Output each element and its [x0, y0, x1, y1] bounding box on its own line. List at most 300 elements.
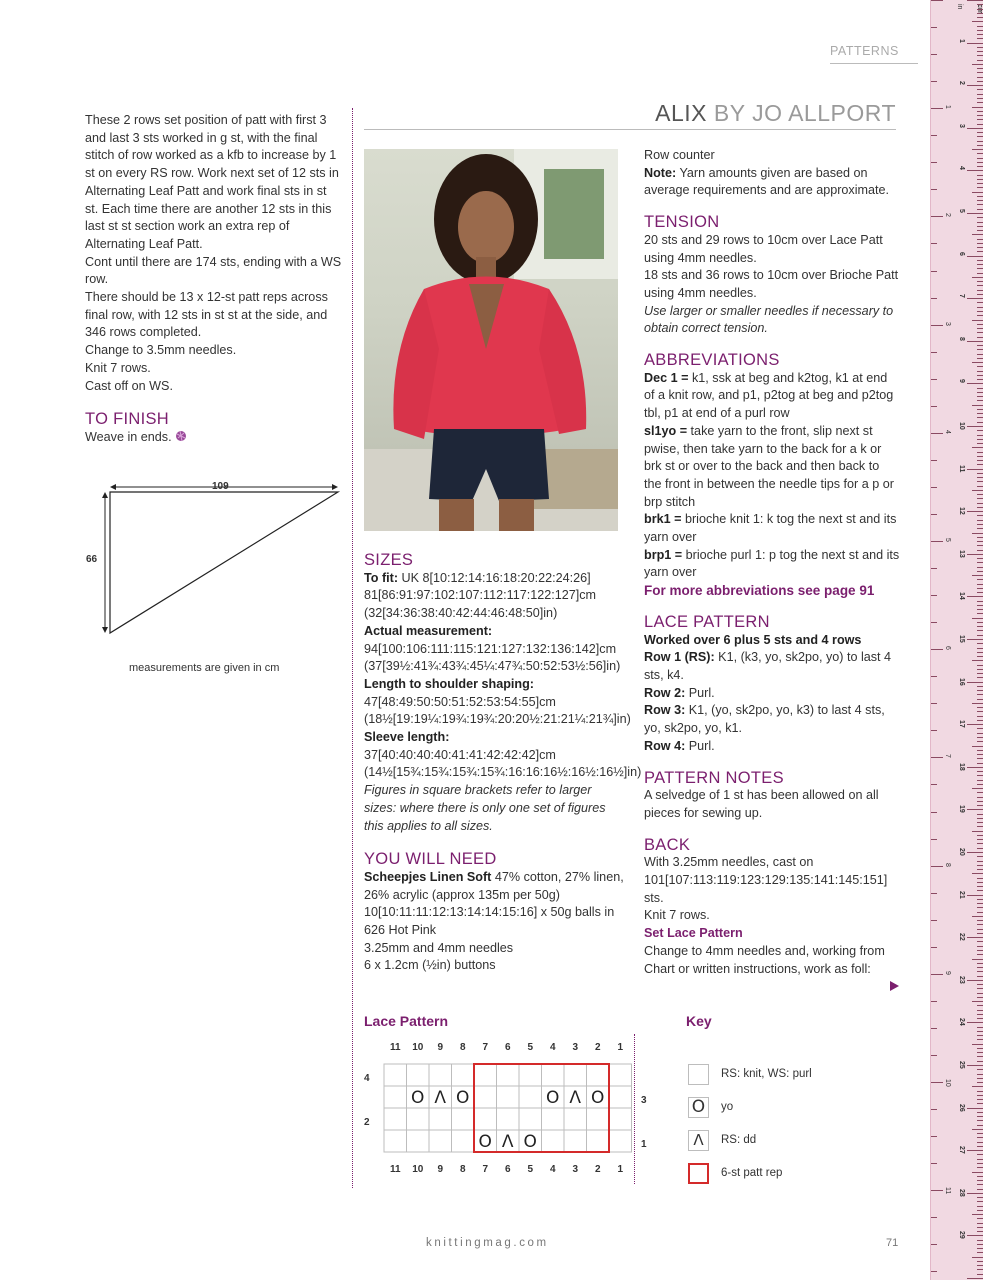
- chart-cell: [474, 1108, 497, 1130]
- ruler-tick: [977, 878, 983, 879]
- ruler-tick: [967, 852, 983, 853]
- ruler-tick: [977, 648, 983, 649]
- page-title: [364, 100, 896, 130]
- ruler-tick: [977, 119, 983, 120]
- ruler-tick: [977, 1027, 983, 1028]
- ruler-tick: [977, 430, 983, 431]
- ruler-tick: [977, 690, 983, 691]
- ruler-inch-tick: [931, 1244, 937, 1245]
- ruler-tick: [977, 464, 983, 465]
- ruler-tick: [977, 1201, 983, 1202]
- balls: 10[10:11:11:12:13:14:14:15:16] x 50g balls in 626 Hot Pink: [364, 905, 615, 938]
- ruler-tick: [977, 1269, 983, 1270]
- ruler-tick: [977, 890, 983, 891]
- ruler-tick: [967, 43, 983, 44]
- ruler-tick: [977, 498, 983, 499]
- sizes-heading: SIZES: [364, 551, 414, 569]
- ruler-tick: [977, 13, 983, 14]
- yo-icon: O: [688, 1097, 709, 1118]
- ruler-tick: [977, 1039, 983, 1040]
- ruler-inch-number: 8: [944, 862, 951, 867]
- chart-cell: [429, 1108, 452, 1130]
- chart-cell: [609, 1064, 632, 1086]
- tension-1: 20 sts and 29 rows to 10cm over Lace Patt using 4mm needles.: [644, 232, 883, 265]
- ruler-tick: [977, 754, 983, 755]
- ruler-tick: [977, 60, 983, 61]
- ruler-inch-tick: [931, 135, 937, 136]
- ruler-tick: [972, 831, 983, 832]
- chart-row-label: 2: [364, 1117, 370, 1128]
- ruler-tick: [977, 183, 983, 184]
- ruler-tick: [972, 916, 983, 917]
- ruler-tick: [977, 903, 983, 904]
- knit-square-icon: [688, 1064, 709, 1085]
- chart-column-number: 8: [459, 1042, 466, 1053]
- ruler-tick: [977, 520, 983, 521]
- ruler-tick: [977, 635, 983, 636]
- chart-cell: [564, 1130, 587, 1152]
- ruler-tick: [977, 375, 983, 376]
- ruler-inch-tick: [931, 243, 937, 244]
- ruler-inch-tick: [931, 812, 937, 813]
- ruler-tick: [977, 558, 983, 559]
- lace-pattern-heading: LACE PATTERN: [644, 612, 770, 631]
- ruler-inch-tick: [931, 1109, 937, 1110]
- ruler-tick: [967, 724, 983, 725]
- chart-cell: [452, 1064, 475, 1086]
- ruler-tick: [977, 94, 983, 95]
- ruler-tick: [977, 158, 983, 159]
- diagram-caption: measurements are given in cm: [129, 662, 280, 674]
- sizes-note: Figures in square brackets refer to larger sizes: where there is only one set of figures this applies to all sizes.: [364, 783, 606, 833]
- ruler-tick: [977, 422, 983, 423]
- ruler-tick: [977, 1061, 983, 1062]
- back-1: With 3.25mm needles, cast on 101[107:113:119:123:129:135:141:145:151] sts.: [644, 855, 888, 905]
- yarn-ball-icon: [175, 430, 187, 442]
- ruler-tick: [977, 290, 983, 291]
- ruler-inch-tick: [931, 568, 937, 569]
- ruler-tick: [977, 1240, 983, 1241]
- ruler-tick: [977, 711, 983, 712]
- ruler-inch-tick: [931, 1028, 937, 1029]
- ruler-tick: [977, 954, 983, 955]
- ruler-inch-tick: [931, 1136, 937, 1137]
- ruler-tick: [977, 1244, 983, 1245]
- ruler-tick: [977, 332, 983, 333]
- ruler-tick: [977, 30, 983, 31]
- ruler-tick: [977, 98, 983, 99]
- ruler-tick: [977, 217, 983, 218]
- lace-worked: Worked over 6 plus 5 sts and 4 rows: [644, 632, 862, 647]
- ruler-tick: [967, 0, 983, 1]
- sleeve-label: Sleeve length:: [364, 730, 450, 745]
- ruler-inch-tick: [931, 433, 943, 434]
- ruler-tick: [977, 1116, 983, 1117]
- chart-row-label: 3: [641, 1095, 647, 1106]
- ruler-tick: [977, 1099, 983, 1100]
- key-item: Λ RS: dd: [688, 1128, 908, 1152]
- ruler-cm-number: 27: [958, 1146, 965, 1154]
- ruler-tick: [977, 869, 983, 870]
- key-item: RS: knit, WS: purl: [688, 1062, 908, 1086]
- ruler-inch-tick: [931, 676, 937, 677]
- chart-column-number: 7: [482, 1164, 489, 1175]
- chart-cell: [587, 1108, 610, 1130]
- ruler-tick: [977, 818, 983, 819]
- ruler-tick: [977, 1176, 983, 1177]
- ruler-tick: [972, 64, 983, 65]
- ruler-tick: [977, 1074, 983, 1075]
- ruler-tick: [977, 694, 983, 695]
- ruler-inch-tick: [931, 298, 937, 299]
- ruler-tick: [977, 409, 983, 410]
- chart-column-number: 10: [412, 1164, 424, 1175]
- ruler-tick: [977, 153, 983, 154]
- shawl-triangle: [110, 492, 338, 633]
- chart-yo-symbol: O: [546, 1088, 560, 1108]
- ruler-tick: [977, 307, 983, 308]
- chart-cell: [474, 1086, 497, 1108]
- chart-yo-symbol: O: [411, 1088, 425, 1108]
- ruler-inch-tick: [931, 541, 943, 542]
- ruler-cm-number: 6: [958, 251, 965, 256]
- ruler-tick: [967, 767, 983, 768]
- ruler-cm-number: 17: [958, 720, 965, 728]
- ruler-tick: [977, 1052, 983, 1053]
- ruler-tick: [977, 677, 983, 678]
- ruler-tick: [977, 571, 983, 572]
- ruler-tick: [977, 907, 983, 908]
- ruler-tick: [977, 47, 983, 48]
- diagram-height-label: 66: [86, 554, 98, 565]
- ruler-tick: [977, 294, 983, 295]
- chart-cell: [384, 1086, 407, 1108]
- ruler-tick: [977, 239, 983, 240]
- ruler-inch-tick: [931, 703, 937, 704]
- ruler-inch-tick: [931, 974, 943, 975]
- ruler-tick: [977, 669, 983, 670]
- ruler-tick: [977, 132, 983, 133]
- ruler-tick: [977, 720, 983, 721]
- ruler-tick: [977, 396, 983, 397]
- ruler-inch-tick: [931, 757, 943, 758]
- footer-site: knittingmag.com: [426, 1237, 549, 1249]
- ruler-tick: [977, 1261, 983, 1262]
- ruler-tick: [977, 89, 983, 90]
- ruler-cm-number: 18: [958, 762, 965, 771]
- chart-cell: [407, 1130, 430, 1152]
- ruler-inch-tick: [931, 1001, 937, 1002]
- ruler-tick: [977, 324, 983, 325]
- ruler-tick: [977, 9, 983, 10]
- ruler-tick: [977, 187, 983, 188]
- dd-icon: Λ: [688, 1130, 709, 1151]
- chart-yo-symbol: O: [456, 1088, 470, 1108]
- ruler-cm-number: 29: [958, 1231, 965, 1240]
- ruler-tick: [977, 51, 983, 52]
- ruler-tick: [977, 805, 983, 806]
- ruler-tick: [977, 1078, 983, 1079]
- chart-cell: [564, 1064, 587, 1086]
- chart-column-number: 5: [527, 1164, 534, 1175]
- ruler-tick: [977, 507, 983, 508]
- chart-column-number: 8: [459, 1164, 466, 1175]
- ruler-tick: [977, 17, 983, 18]
- ruler-tick: [977, 967, 983, 968]
- ruler-cm-number: 13: [958, 549, 965, 558]
- yarn: Scheepjes Linen Soft 47% cotton, 27% linen, 26% acrylic (approx 135m per 50g): [364, 869, 624, 902]
- ruler-tick: [977, 204, 983, 205]
- chart-cell: [542, 1064, 565, 1086]
- ruler-tick: [977, 230, 983, 231]
- tension-2: 18 sts and 36 rows to 10cm over Brioche Patt using 4mm needles.: [644, 268, 899, 300]
- chart-cell: [542, 1130, 565, 1152]
- ruler-inch-tick: [931, 839, 937, 840]
- ruler-tick: [977, 524, 983, 525]
- ruler-tick: [977, 268, 983, 269]
- chart-dd-symbol: Λ: [501, 1132, 514, 1152]
- ruler-tick: [977, 882, 983, 883]
- ruler-tick: [977, 643, 983, 644]
- ruler-tick: [977, 1159, 983, 1160]
- ruler-inch-tick: [931, 352, 937, 353]
- tension-note: Use larger or smaller needles if necessary to obtain correct tension.: [644, 303, 894, 336]
- ruler-tick: [972, 703, 983, 704]
- ruler-tick: [977, 222, 983, 223]
- ruler-tick: [977, 1031, 983, 1032]
- ruler-tick: [977, 737, 983, 738]
- ruler-inch-tick: [931, 0, 943, 1]
- ruler-tick: [967, 937, 983, 938]
- ruler-tick: [977, 417, 983, 418]
- ruler-tick: [977, 601, 983, 602]
- ruler-tick: [977, 115, 983, 116]
- tension-heading: TENSION: [644, 213, 720, 232]
- ruler-tick: [977, 72, 983, 73]
- ruler-inch-number: 3: [944, 321, 951, 326]
- ruler-inch-tick: [931, 216, 943, 217]
- ruler-inch-number: 2: [944, 213, 951, 218]
- chart-column-number: 1: [617, 1164, 624, 1175]
- buttons: 6 x 1.2cm (½in) buttons: [364, 958, 496, 973]
- ruler-tick: [977, 1035, 983, 1036]
- ruler-tick: [977, 716, 983, 717]
- chart-cell: [474, 1064, 497, 1086]
- ruler-tick: [977, 1103, 983, 1104]
- needles: 3.25mm and 4mm needles: [364, 940, 514, 955]
- ruler-cm-number: 14: [958, 592, 965, 601]
- ruler-tick: [977, 997, 983, 998]
- ruler-tick: [977, 609, 983, 610]
- ruler-tick: [972, 362, 983, 363]
- ruler-tick: [977, 1197, 983, 1198]
- ruler-inch-tick: [931, 622, 937, 623]
- ruler-cm-number: 22: [958, 933, 965, 941]
- ruler-tick: [977, 1210, 983, 1211]
- ruler-tick: [977, 1274, 983, 1275]
- ruler-inch-tick: [931, 189, 937, 190]
- ruler-inch-tick: [931, 108, 943, 109]
- ruler-tick: [967, 1278, 983, 1279]
- ruler-tick: [977, 665, 983, 666]
- ruler-tick: [977, 946, 983, 947]
- chart-column-number: 6: [504, 1164, 511, 1175]
- more-abbreviations-link[interactable]: For more abbreviations see page 91: [644, 583, 875, 599]
- abbr-item: brp1 = brioche purl 1: p tog the next st and its yarn over: [644, 547, 900, 580]
- ruler-tick: [977, 630, 983, 631]
- ruler-inch-tick: [931, 1055, 937, 1056]
- ruler-tick: [977, 179, 983, 180]
- ruler-inch-tick: [931, 379, 937, 380]
- key-title: Key: [686, 1013, 712, 1029]
- ruler-tick: [977, 366, 983, 367]
- key-list: [688, 1062, 908, 1185]
- ruler-cm-number: 2: [958, 81, 965, 86]
- ruler-tick: [972, 490, 983, 491]
- ruler-tick: [977, 477, 983, 478]
- ruler-tick: [977, 285, 983, 286]
- ruler-tick: [977, 567, 983, 568]
- ruler-tick: [977, 1014, 983, 1015]
- set-lace-pattern: Set Lace Pattern: [644, 926, 743, 941]
- ruler-tick: [977, 771, 983, 772]
- ruler-tick: [977, 81, 983, 82]
- ruler-tick: [977, 592, 983, 593]
- ruler-tick: [977, 260, 983, 261]
- ruler-tick: [977, 686, 983, 687]
- to-fit: To fit: UK 8[10:12:14:16:18:20:22:24:26] 81[86:91:97:102:107:112:117:122:127]cm (32[34:36:38:40:42:44:46:48:50]in): [364, 570, 597, 621]
- actual-value: 94[100:106:111:115:121:127:132:136:142]cm (37[39½:41¾:43¾:45¼:47¾:50:52:53½:56]in): [364, 641, 621, 674]
- chart-column-number: 9: [437, 1042, 444, 1053]
- ruler-inch-number: 4: [944, 429, 951, 434]
- row-instruction: Row 1 (RS): K1, (k3, yo, sk2po, yo) to last 4 sts, k4.: [644, 650, 892, 682]
- ruler-tick: [977, 912, 983, 913]
- ruler-tick: [977, 801, 983, 802]
- ruler-inch-tick: [931, 893, 937, 894]
- ruler-cm-number: 26: [958, 1103, 965, 1112]
- chart-cell: [384, 1130, 407, 1152]
- ruler-tick: [977, 971, 983, 972]
- ruler-tick: [977, 388, 983, 389]
- ruler-tick: [977, 124, 983, 125]
- left-column: [85, 112, 343, 447]
- chart-cell: [384, 1064, 407, 1086]
- ruler-inch-tick: [931, 271, 937, 272]
- lace-chart: [360, 1038, 660, 1178]
- ruler-tick: [977, 1154, 983, 1155]
- ruler-tick: [977, 315, 983, 316]
- chart-yo-symbol: O: [478, 1132, 492, 1152]
- ruler-tick: [977, 920, 983, 921]
- ruler-tick: [977, 976, 983, 977]
- chart-cell: [497, 1064, 520, 1086]
- ruler-tick: [977, 473, 983, 474]
- ruler-tick: [977, 941, 983, 942]
- ruler-tick: [977, 1218, 983, 1219]
- ruler-tick: [977, 950, 983, 951]
- ruler-tick: [977, 486, 983, 487]
- length-label: Length to shoulder shaping:: [364, 676, 535, 691]
- ruler-tick: [977, 251, 983, 252]
- ruler-tick: [977, 494, 983, 495]
- ruler-tick: [977, 1146, 983, 1147]
- ruler-in-label: in: [956, 4, 963, 10]
- ruler-tick: [967, 341, 983, 342]
- ruler-cm-number: 9: [958, 379, 965, 384]
- ruler-tick: [977, 281, 983, 282]
- ruler-cm-number: 24: [958, 1018, 965, 1027]
- row-counter: Row counter: [644, 148, 715, 162]
- chart-column-number: 3: [572, 1042, 579, 1053]
- ruler-inch-tick: [931, 487, 937, 488]
- ruler-tick: [972, 575, 983, 576]
- ruler-inch-number: 7: [944, 754, 951, 759]
- chart-cell: [609, 1130, 632, 1152]
- ruler-tick: [977, 826, 983, 827]
- abbreviations-heading: ABBREVIATIONS: [644, 351, 780, 370]
- ruler-tick: [972, 1086, 983, 1087]
- ruler-tick: [977, 626, 983, 627]
- ruler-tick: [977, 537, 983, 538]
- paragraph: Cont until there are 174 sts, ending with a WS row.: [85, 254, 342, 287]
- chart-cell: [429, 1130, 452, 1152]
- ruler-tick: [977, 443, 983, 444]
- pattern-notes-heading: PATTERN NOTES: [644, 768, 784, 787]
- chart-column-number: 3: [572, 1164, 579, 1175]
- ruler-inch-tick: [931, 866, 943, 867]
- ruler-tick: [967, 383, 983, 384]
- ruler-tick: [977, 26, 983, 27]
- ruler-tick: [977, 1018, 983, 1019]
- ruler-tick: [967, 596, 983, 597]
- ruler-inch-number: 9: [944, 970, 951, 975]
- row-instruction: Row 4: Purl.: [644, 738, 715, 753]
- ruler-tick: [977, 886, 983, 887]
- ruler-tick: [977, 993, 983, 994]
- ruler-tick: [977, 1137, 983, 1138]
- ruler-inch-tick: [931, 595, 937, 596]
- chart-column-number: 2: [594, 1164, 601, 1175]
- ruler-tick: [977, 822, 983, 823]
- ruler-tick: [967, 170, 983, 171]
- ruler-tick: [977, 392, 983, 393]
- ruler-tick: [977, 226, 983, 227]
- chart-column-number: 2: [594, 1042, 601, 1053]
- ruler-tick: [977, 515, 983, 516]
- ruler-tick: [977, 379, 983, 380]
- chart-cell: [542, 1108, 565, 1130]
- ruler-tick: [977, 792, 983, 793]
- ruler-tick: [977, 843, 983, 844]
- back-heading: BACK: [644, 835, 691, 854]
- ruler-tick: [977, 358, 983, 359]
- ruler-tick: [977, 196, 983, 197]
- ruler-tick: [977, 861, 983, 862]
- ruler-tick: [977, 503, 983, 504]
- ruler-tick: [972, 107, 983, 108]
- ruler-inch-tick: [931, 460, 937, 461]
- ruler-tick: [977, 354, 983, 355]
- chart-dd-symbol: Λ: [569, 1088, 582, 1108]
- ruler-tick: [977, 337, 983, 338]
- ruler-tick: [972, 1044, 983, 1045]
- ruler-tick: [977, 400, 983, 401]
- diagram-width-label: 109: [212, 481, 229, 492]
- ruler-tick: [977, 699, 983, 700]
- ruler-tick: [967, 1235, 983, 1236]
- ruler-tick: [977, 1206, 983, 1207]
- ruler-tick: [977, 273, 983, 274]
